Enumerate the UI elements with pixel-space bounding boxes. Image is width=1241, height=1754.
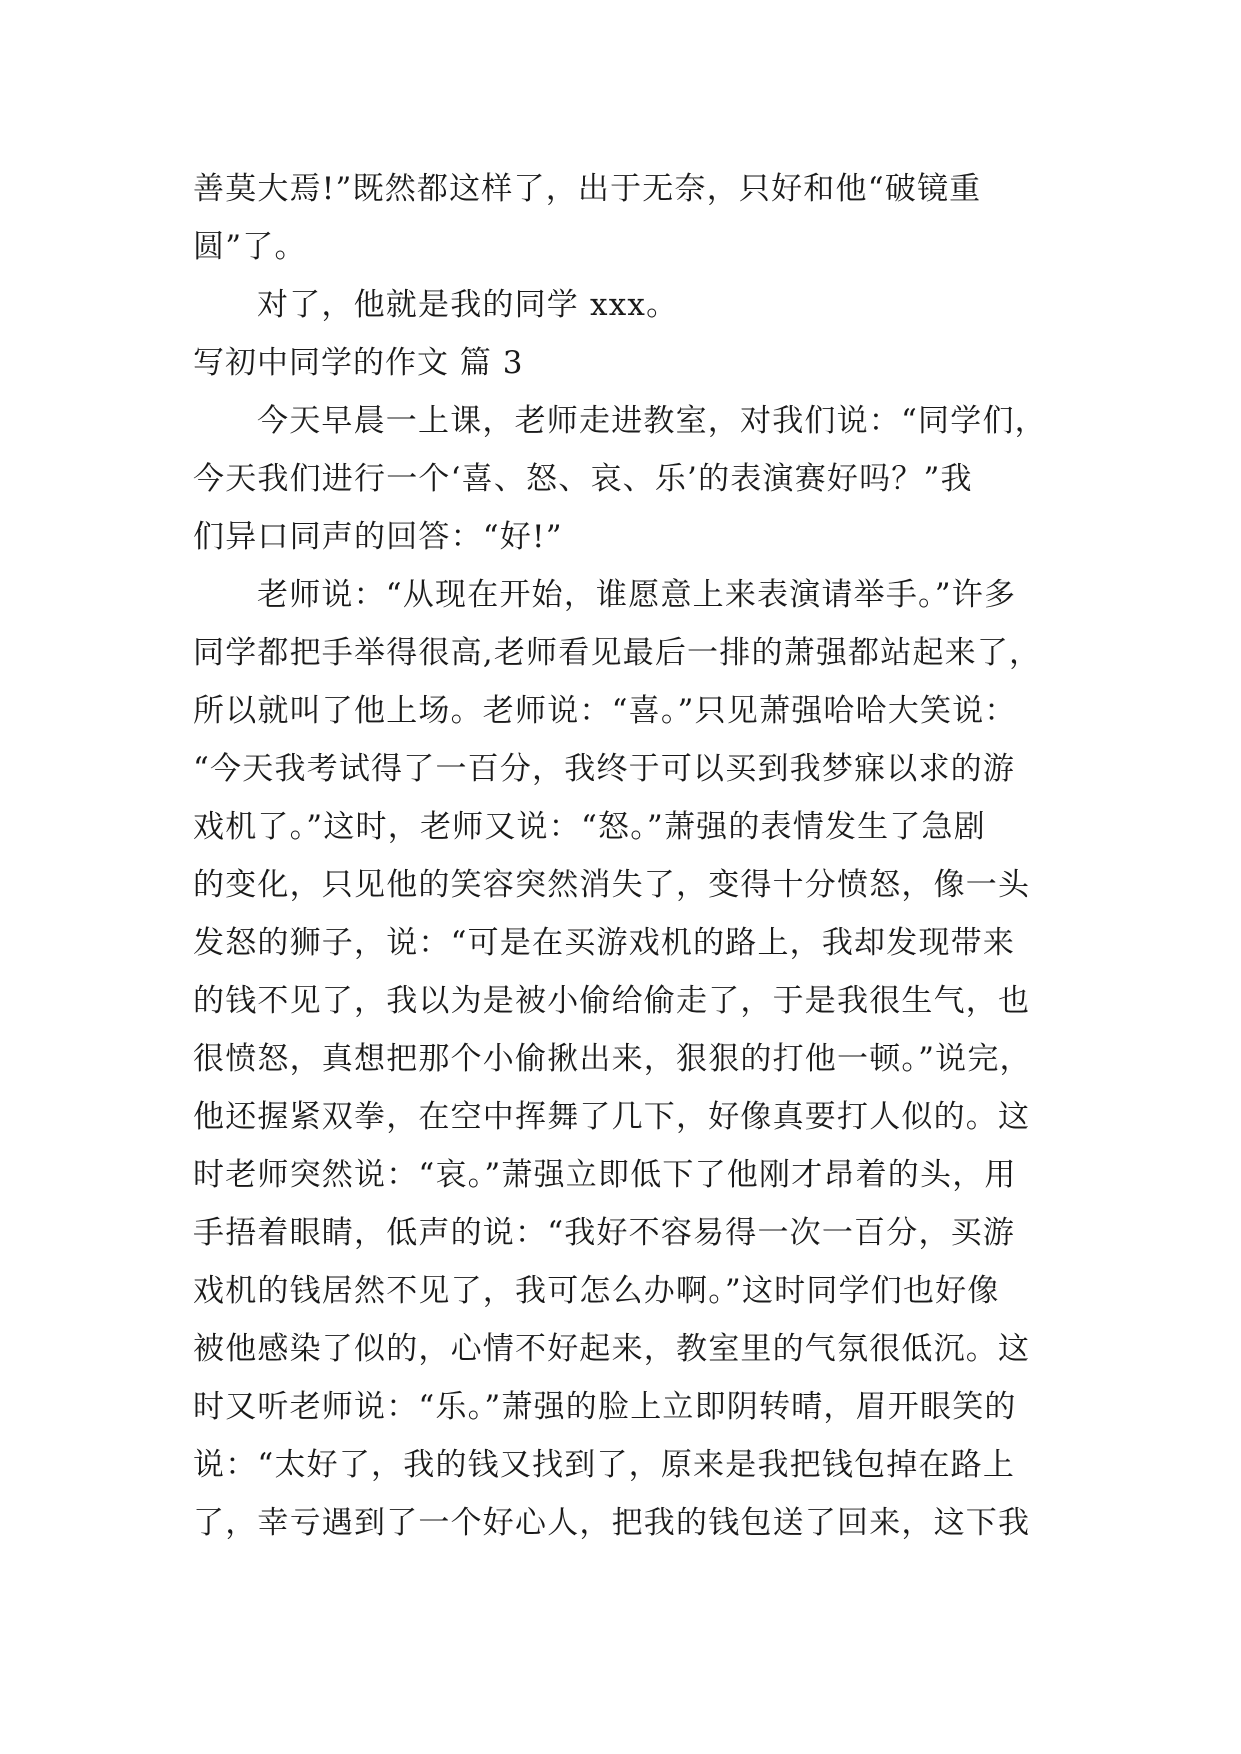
text-line: 戏机的钱居然不见了，我可怎么办啊。”这时同学们也好像 bbox=[193, 1273, 1000, 1309]
text-line: 善莫大焉!”既然都这样了，出于无奈，只好和他“破镜重 bbox=[193, 171, 982, 207]
text-line: 今天我们进行一个‘喜、怒、哀、乐’的表演赛好吗？”我 bbox=[193, 461, 973, 497]
text-line: 说：“太好了，我的钱又找到了，原来是我把钱包掉在路上 bbox=[193, 1447, 1016, 1483]
paragraph-first-line: 老师说：“从现在开始，谁愿意上来表演请举手。”许多 bbox=[257, 577, 1017, 613]
section-heading: 写初中同学的作文 篇 3 bbox=[193, 345, 524, 381]
text-line: 被他感染了似的，心情不好起来，教室里的气氛很低沉。这 bbox=[193, 1331, 1031, 1367]
paragraph-first-line: 今天早晨一上课，老师走进教室，对我们说：“同学们， bbox=[257, 403, 1047, 439]
text-line: 们异口同声的回答：“好!” bbox=[193, 519, 563, 555]
text-line: 的变化，只见他的笑容突然消失了，变得十分愤怒，像一头 bbox=[193, 867, 1031, 903]
text-line: 他还握紧双拳，在空中挥舞了几下，好像真要打人似的。这 bbox=[193, 1099, 1031, 1135]
text-line: 手捂着眼睛，低声的说：“我好不容易得一次一百分，买游 bbox=[193, 1215, 1016, 1251]
text-line: 圆”了。 bbox=[193, 229, 307, 265]
text-line: 了，幸亏遇到了一个好心人，把我的钱包送了回来，这下我 bbox=[193, 1505, 1031, 1541]
text-line: 时老师突然说：“哀。”萧强立即低下了他刚才昂着的头，用 bbox=[193, 1157, 1017, 1193]
text-line: 时又听老师说：“乐。”萧强的脸上立即阴转晴，眉开眼笑的 bbox=[193, 1389, 1017, 1425]
text-line: “今天我考试得了一百分，我终于可以买到我梦寐以求的游 bbox=[193, 751, 1016, 787]
text-line: 很愤怒，真想把那个小偷揪出来，狠狠的打他一顿。”说完， bbox=[193, 1041, 1032, 1077]
paragraph-first-line: 对了，他就是我的同学 xxx。 bbox=[257, 287, 679, 323]
text-line: 的钱不见了，我以为是被小偷给偷走了，于是我很生气，也 bbox=[193, 983, 1031, 1019]
text-line: 戏机了。”这时，老师又说：“怒。”萧强的表情发生了急剧 bbox=[193, 809, 986, 845]
text-line: 所以就叫了他上场。老师说：“喜。”只见萧强哈哈大笑说： bbox=[193, 693, 1017, 729]
document-page bbox=[193, 160, 1051, 1552]
text-line: 同学都把手举得很高,老师看见最后一排的萧强都站起来了， bbox=[193, 635, 1042, 671]
text-line: 发怒的狮子，说：“可是在买游戏机的路上，我却发现带来 bbox=[193, 925, 1016, 961]
